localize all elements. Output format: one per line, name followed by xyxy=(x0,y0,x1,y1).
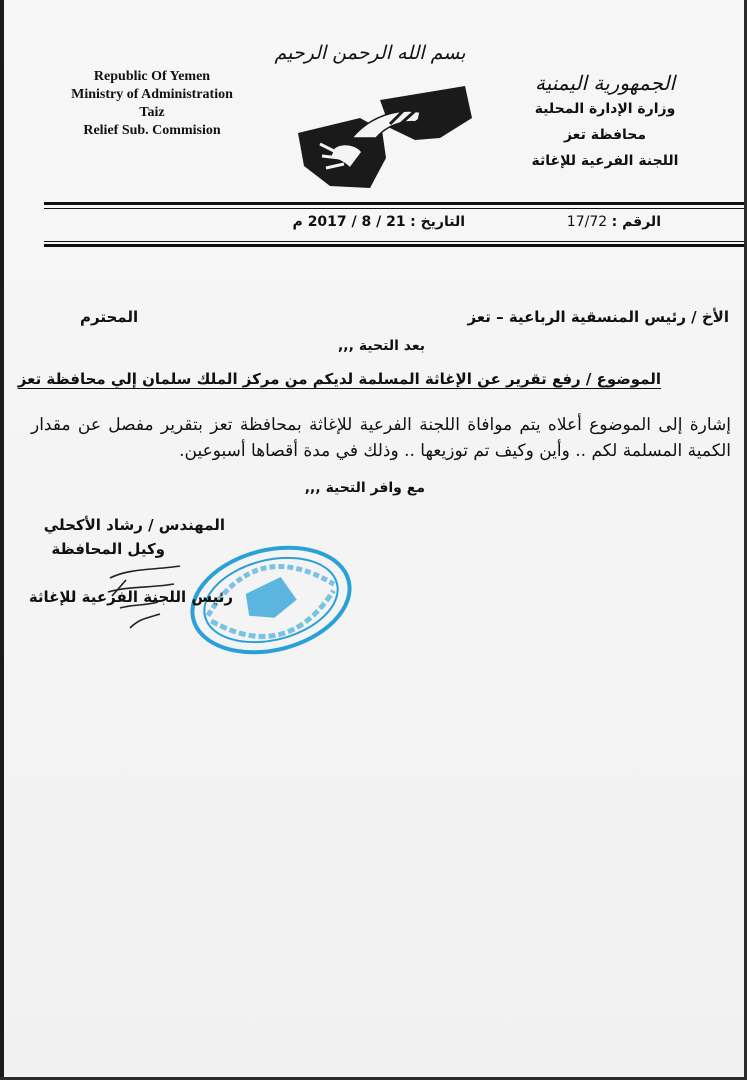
header-rule-bottom xyxy=(44,244,744,247)
reference-date-label: التاريخ : xyxy=(410,214,465,230)
header-rule-top xyxy=(44,202,744,205)
signatory-name: المهندس / رشاد الأكحلي xyxy=(43,516,225,534)
respected-salutation: المحترم xyxy=(80,308,139,326)
subject-line: الموضوع / رفع تقرير عن الإغاثة المسلمة لديكم من مركز الملك سلمان إلي محافظة تعز xyxy=(17,370,661,388)
closing-line: مع وافر التحية ,,, xyxy=(304,480,425,496)
letter-body: إشارة إلى الموضوع أعلاه يتم موافاة اللجنة الفرعية للإغاثة بمحافظة تعز بتقرير مفصل عن مقدار الكمية المسلمة لكم .. وأين وكيف تم توزيعها .. وذلك في مدة أقصاها أسبوعين. xyxy=(31,415,731,461)
reference-number-value: 17/72 xyxy=(566,214,608,230)
reference-date-value: 21 / 8 / 2017 م xyxy=(292,214,406,230)
arabic-letterhead xyxy=(505,70,705,174)
hands-map-emblem-icon xyxy=(290,78,480,198)
signatory-title: وكيل المحافظة xyxy=(51,540,165,558)
ar-line-governorate: محافظة تعز xyxy=(563,127,647,143)
reference-number-label: الرقم : xyxy=(611,214,661,230)
greeting-line: بعد التحية ,,, xyxy=(337,338,425,354)
basmala-calligraphy: بسم الله الرحمن الرحيم xyxy=(274,42,466,64)
english-letterhead xyxy=(52,68,252,140)
en-line-city: Taiz xyxy=(139,105,165,120)
en-line-republic: Republic Of Yemen xyxy=(93,69,211,84)
en-line-commission: Relief Sub. Commision xyxy=(83,123,221,138)
ar-line-commission: اللجنة الفرعية للإغاثة xyxy=(531,153,679,169)
reference-number xyxy=(567,214,661,230)
signatory-position: رئيس اللجنة الفرعية للإغاثة xyxy=(28,588,233,606)
recipient-line: الأخ / رئيس المنسقية الرباعية – تعز xyxy=(467,308,729,326)
header-rule-bottom-thin xyxy=(44,241,744,242)
header-rule-top-thin xyxy=(44,208,744,209)
reference-date xyxy=(293,214,465,230)
en-line-ministry: Ministry of Administration xyxy=(71,87,233,102)
page-edge-left xyxy=(0,0,4,1080)
ar-line-ministry: وزارة الإدارة المحلية xyxy=(534,101,676,117)
ar-line-republic: الجمهورية اليمنية xyxy=(534,71,676,95)
